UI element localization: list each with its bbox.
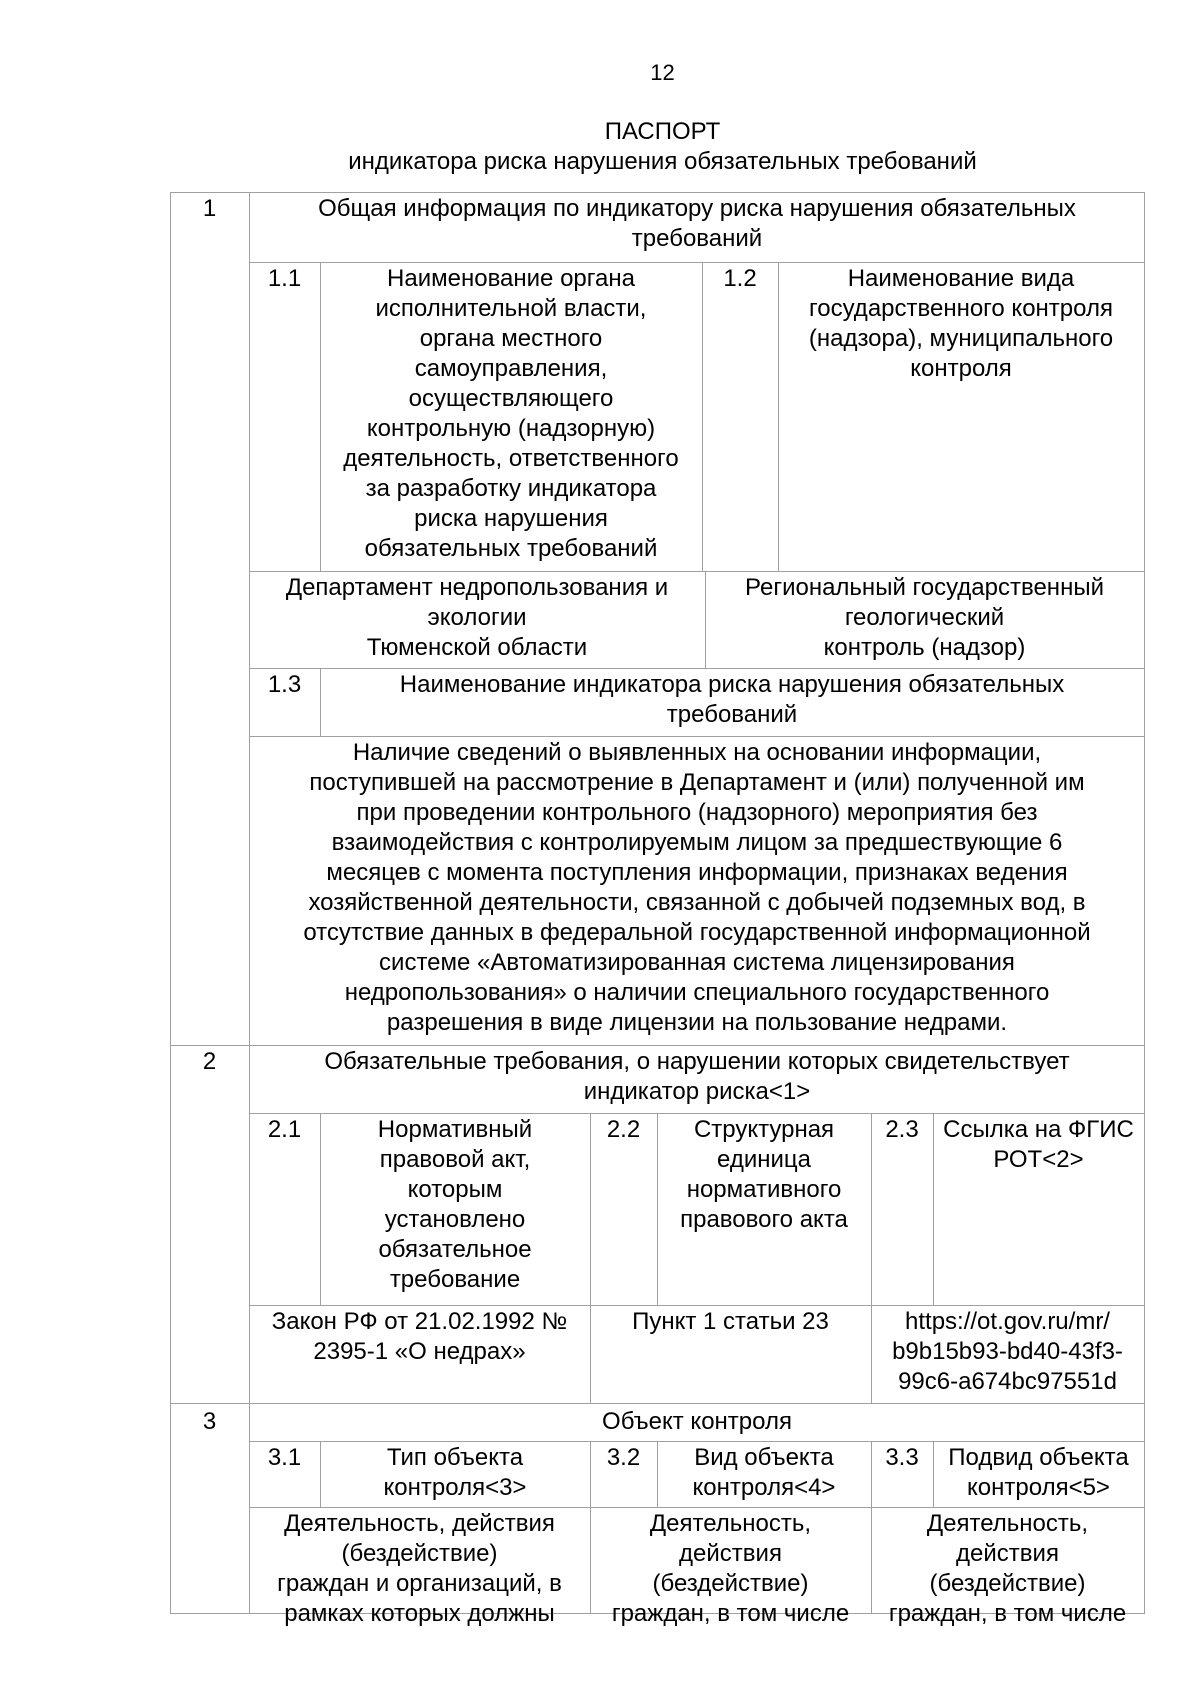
field-1-3-value: Наличие сведений о выявленных на основании информации, поступившей на рассмотрение в Департамент и (или) полученной им при проведении контрольного (надзорного) мероприятия без взаимодействия с контролируемым лицом за предшествующие 6 месяцев с момента поступления информации, признаках ведения хозяйственной деятельности, связанной с добычей подземных вод, в отсутствие данных в федеральной государственной информационной системе «Автоматизированная система лицензирования недропользования» о наличии специального государственного разрешения в виде лицензии на пользование недрами. <box>303 739 1091 1036</box>
field-2-3-header: Ссылка на ФГИС РОТ<2> <box>943 1116 1134 1173</box>
passport-table <box>170 192 1145 1627</box>
field-1-1-number: 1.1 <box>267 265 302 292</box>
section-2-title: Обязательные требования, о нарушении которых свидетельствует индикатор риска<1> <box>324 1048 1070 1105</box>
page-number: 12 <box>650 60 675 85</box>
field-3-1-value: Деятельность, действия (бездействие) граждан и организаций, в рамках которых должны <box>277 1510 562 1627</box>
field-1-3-header: Наименование индикатора риска нарушения обязательных требований <box>399 671 1065 728</box>
field-1-1-value: Департамент недропользования и экологии Тюменской области <box>285 574 669 661</box>
title-heading: ПАСПОРТ <box>604 118 721 145</box>
field-2-3-number: 2.3 <box>885 1116 919 1143</box>
field-1-2-header: Наименование вида государственного контроля (надзора), муниципального контроля <box>808 265 1114 382</box>
field-2-2-header: Структурная единица нормативного правового акта <box>680 1116 848 1233</box>
field-3-1-header: Тип объекта контроля<3> <box>383 1444 527 1501</box>
field-1-3-number: 1.3 <box>267 671 302 698</box>
field-1-2-number: 1.2 <box>723 265 757 292</box>
field-3-2-value: Деятельность, действия (бездействие) граждан, в том числе <box>611 1510 850 1627</box>
document-title <box>0 117 1200 177</box>
title-subheading: индикатора риска нарушения обязательных требований <box>348 148 977 175</box>
section-1-title: Общая информация по индикатору риска нарушения обязательных требований <box>318 195 1076 252</box>
field-3-3-value: Деятельность, действия (бездействие) граждан, в том числе <box>888 1510 1127 1627</box>
field-1-2-value: Региональный государственный геологический контроль (надзор) <box>745 574 1104 661</box>
section-2-number: 2 <box>202 1048 217 1075</box>
field-3-2-header: Вид объекта контроля<4> <box>692 1444 836 1501</box>
section-3-title: Объект контроля <box>602 1408 792 1435</box>
field-2-2-number: 2.2 <box>606 1116 641 1143</box>
field-3-2-number: 3.2 <box>606 1444 641 1471</box>
field-2-1-number: 2.1 <box>267 1116 302 1143</box>
section-3-number: 3 <box>202 1408 217 1435</box>
field-1-1-header: Наименование органа исполнительной власти, органа местного самоуправления, осуществляющего контрольную (надзорную) деятельность, ответственного за разработку индикатора риска нарушения обязательных требований <box>343 265 679 562</box>
field-2-1-header: Нормативный правовой акт, которым установлено обязательное требование <box>377 1116 533 1293</box>
field-3-1-number: 3.1 <box>267 1444 302 1471</box>
field-2-2-value: Пункт 1 статьи 23 <box>632 1308 829 1335</box>
section-1-number: 1 <box>202 195 217 222</box>
field-2-1-value: Закон РФ от 21.02.1992 № 2395-1 «О недрах» <box>271 1308 568 1365</box>
field-2-3-value: https://ot.gov.ru/mr/ b9b15b93-bd40-43f3- 99c6-a674bc97551d <box>892 1308 1123 1395</box>
field-3-3-number: 3.3 <box>885 1444 919 1471</box>
field-3-3-header: Подвид объекта контроля<5> <box>948 1444 1129 1501</box>
